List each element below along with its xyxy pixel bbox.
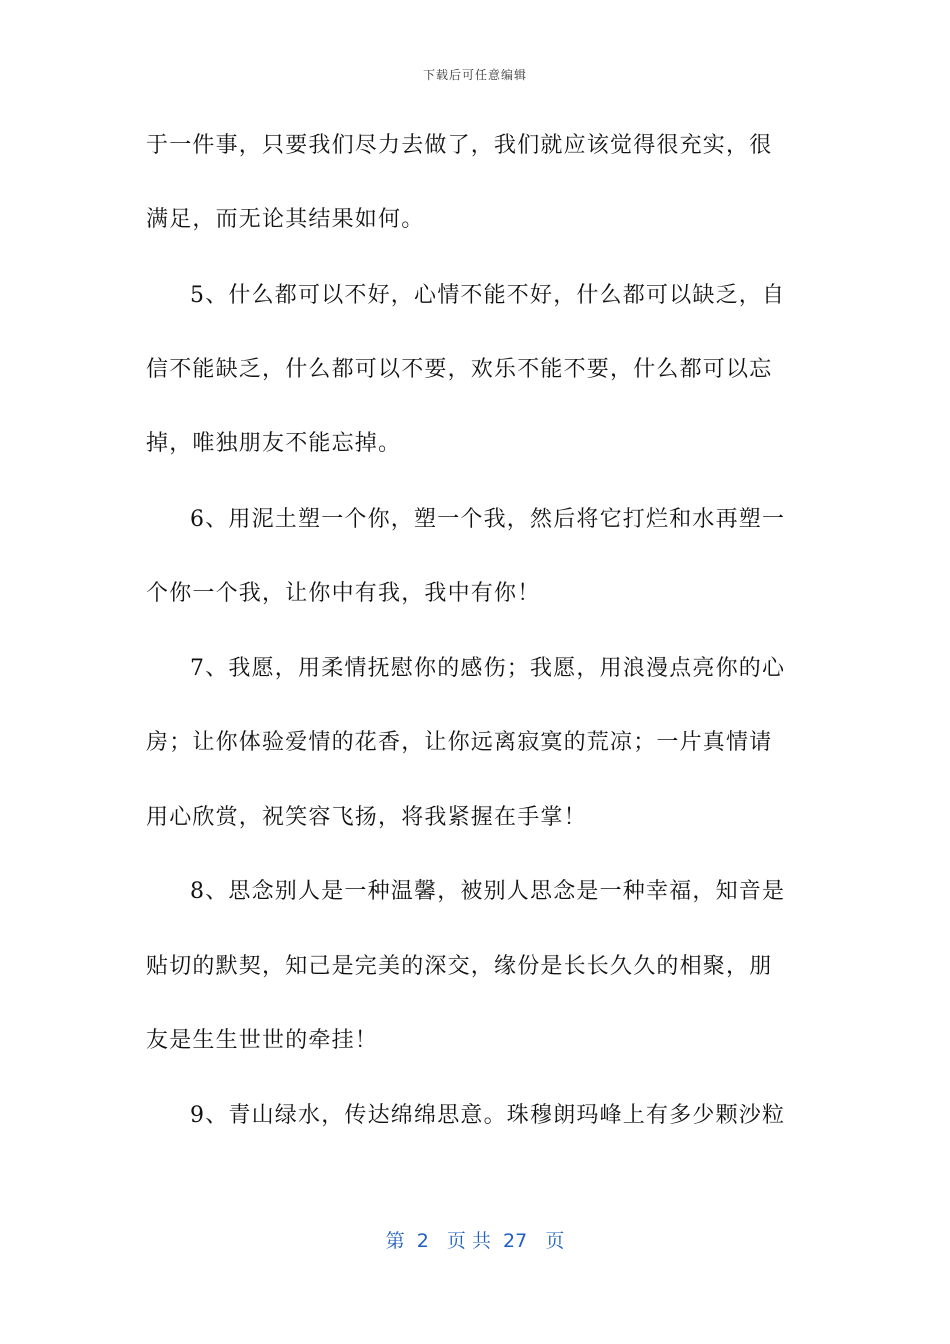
text-line: 用心欣赏，祝笑容飞扬，将我紧握在手掌！ (146, 805, 587, 830)
text-line: 房；让你体验爱情的花香，让你远离寂寞的荒凉；一片真情请 (146, 730, 773, 755)
text-line: 友是生生世世的牵挂！ (146, 1028, 379, 1053)
text-line: 贴切的默契，知己是完美的深交，缘份是长长久久的相聚，朋 (146, 954, 773, 979)
page-number: 第 2 页 共 27 页 (385, 1230, 565, 1252)
header-note: 下载后可任意编辑 (422, 68, 527, 82)
paragraph-start-line: 5、什么都可以不好，心情不能不好，什么都可以缺乏，自 (190, 283, 786, 308)
text-line: 个你一个我，让你中有我，我中有你！ (146, 581, 541, 606)
text-line: 满足，而无论其结果如何。 (146, 207, 425, 232)
paragraph-start-line: 7、我愿，用柔情抚慰你的感伤；我愿，用浪漫点亮你的心 (190, 656, 786, 681)
text-line: 于一件事，只要我们尽力去做了，我们就应该觉得很充实，很 (146, 133, 773, 158)
paragraph-start-line: 6、用泥土塑一个你，塑一个我，然后将它打烂和水再塑一 (190, 507, 786, 532)
text-line: 掉，唯独朋友不能忘掉。 (146, 431, 402, 456)
paragraph-start-line: 9、青山绿水，传达绵绵思意。珠穆朗玛峰上有多少颗沙粒 (190, 1103, 786, 1128)
paragraph-start-line: 8、思念别人是一种温馨，被别人思念是一种幸福，知音是 (190, 879, 786, 904)
text-line: 信不能缺乏，什么都可以不要，欢乐不能不要，什么都可以忘 (146, 357, 773, 382)
